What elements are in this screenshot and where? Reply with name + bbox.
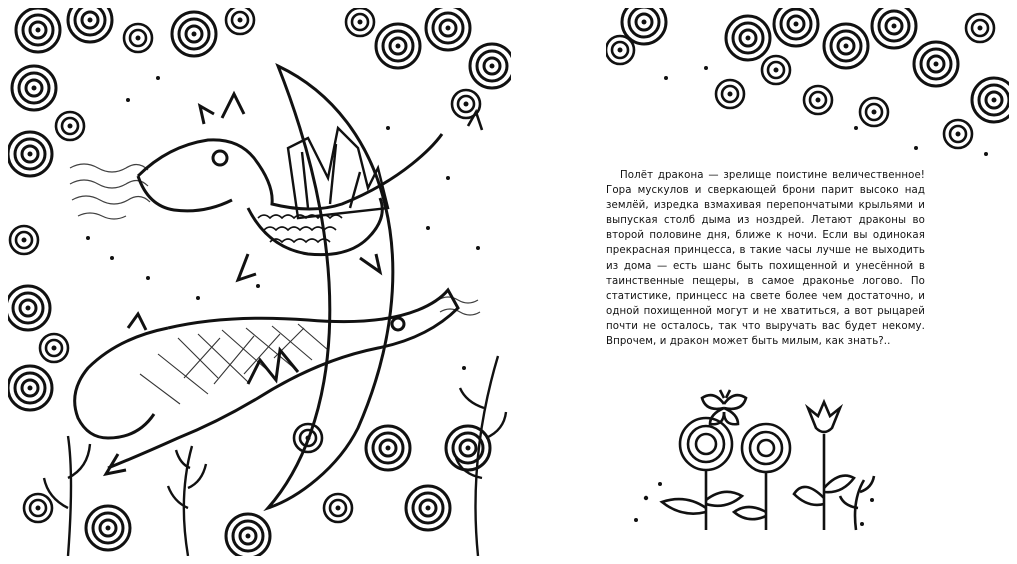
lower-dragon [75, 290, 458, 474]
right-page [606, 8, 1009, 556]
story-paragraph: Полёт дракона — зрелище поистине величественное! Гора мускулов и сверкающей брони парит высоко над землёй, изредка взмахивая перепончатыми крыльями и выпуская столб дыма из ноздрей. Летают драконы во второй половине дня, ближе к ночи. Если вы одинокая прекрасная принцесса, в такие часы лучше не выходить из дома — есть шанс быть похищенной и унесённой в таинственные пещеры, в самое драконье логово. По статистике, принцесс на свете более чем достаточно, и одной похищенной могут и не хватиться, а вот рыцарей почти не осталось, так что выручать вас будет некому. Впрочем, и дракон может быть милым, как знать?.. [606, 170, 925, 348]
dragon-hatching [140, 324, 328, 404]
swirl-clouds-decoration [606, 8, 1009, 158]
ground-flowers [24, 356, 506, 556]
swirl-clouds-left [8, 226, 68, 410]
lollipop-flowers-decoration [626, 388, 886, 538]
swirl-clouds-top [8, 8, 511, 176]
left-page [8, 8, 511, 556]
dragon-illustration [8, 8, 511, 556]
